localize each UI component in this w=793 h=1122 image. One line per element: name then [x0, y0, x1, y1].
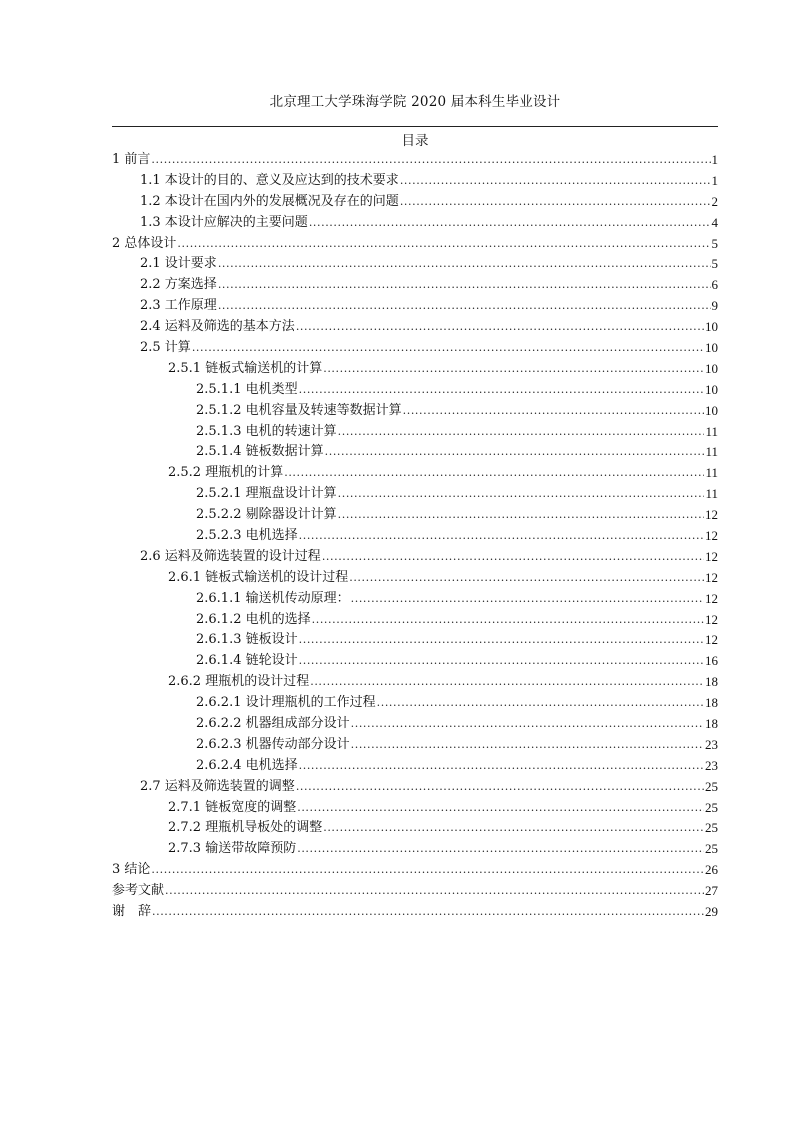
toc-page-number: 12 — [705, 507, 718, 523]
toc-entry-2-5-1-2[interactable] — [112, 401, 718, 422]
toc-entry-label: 2.5.1.1 电机类型 — [196, 381, 298, 397]
toc-entry-2-6-1-2[interactable] — [112, 610, 718, 631]
toc-entry-2-6-1-3[interactable] — [112, 630, 718, 651]
toc-page-number: 25 — [705, 820, 718, 836]
toc-entry-2-5-1-4[interactable] — [112, 442, 718, 463]
toc-dot-leader — [299, 651, 704, 672]
toc-dot-leader — [400, 192, 711, 213]
toc-page-number: 12 — [705, 611, 718, 627]
toc-page-number: 5 — [711, 256, 718, 272]
toc-dot-leader — [218, 275, 711, 296]
toc-entry-2-6-2[interactable] — [112, 672, 718, 693]
toc-page-number: 12 — [705, 528, 718, 544]
toc-entry-label: 1.3 本设计应解决的主要问题 — [140, 214, 308, 230]
toc-dot-leader — [377, 693, 704, 714]
toc-entry-2-3[interactable] — [112, 296, 718, 317]
toc-dot-leader — [299, 630, 704, 651]
toc-dot-leader — [349, 568, 704, 589]
toc-page-number: 1 — [711, 172, 718, 188]
toc-entry-2-5-2-2[interactable] — [112, 505, 718, 526]
toc-entry-2-5-1-1[interactable] — [112, 380, 718, 401]
toc-dot-leader — [299, 756, 704, 777]
toc-entry-label: 2.6.1.1 输送机传动原理： — [196, 590, 350, 606]
toc-dot-leader — [400, 171, 711, 192]
toc-entry-2-6-1-4[interactable] — [112, 651, 718, 672]
toc-entry-label: 2.6.2 理瓶机的设计过程 — [168, 674, 310, 690]
toc-page-number: 12 — [705, 632, 718, 648]
toc-page-number: 2 — [711, 193, 718, 209]
toc-page-number: 12 — [705, 569, 718, 585]
toc-title: 目录 — [401, 133, 429, 149]
toc-entry-2-1[interactable] — [112, 254, 718, 275]
toc-entry-label: 2.6.1.4 链轮设计 — [196, 653, 298, 669]
toc-entry-label: 2.3 工作原理 — [140, 298, 217, 314]
toc-entry-label: 2 总体设计 — [112, 235, 177, 251]
toc-page-number: 23 — [705, 736, 718, 752]
toc-entry-3[interactable] — [112, 860, 718, 881]
toc-page-number: 6 — [711, 277, 718, 293]
toc-entry-2-6-1[interactable] — [112, 568, 718, 589]
toc-entry-label: 2.5.2.1 理瓶盘设计计算 — [196, 486, 337, 502]
toc-page-number: 10 — [705, 360, 718, 376]
toc-entry-2-7-1[interactable] — [112, 798, 718, 819]
toc-dot-leader — [351, 589, 704, 610]
toc-entry-2-6-1-1[interactable] — [112, 589, 718, 610]
header-rule — [112, 126, 718, 127]
toc-dot-leader — [218, 296, 711, 317]
toc-entry-label: 1.1 本设计的目的、意义及应达到的技术要求 — [140, 172, 399, 188]
toc-entry-label: 2.4 运料及筛选的基本方法 — [140, 319, 295, 335]
toc-entry-2-4[interactable] — [112, 317, 718, 338]
toc-entry-label: 2.5.2 理瓶机的计算 — [168, 465, 284, 481]
toc-dot-leader — [151, 150, 710, 171]
toc-dot-leader — [151, 860, 704, 881]
toc-entry-label: 2.2 方案选择 — [140, 277, 217, 293]
toc-dot-leader — [338, 505, 704, 526]
toc-dot-leader — [322, 547, 704, 568]
toc-page-number: 10 — [705, 402, 718, 418]
toc-entry-label: 2.6.2.3 机器传动部分设计 — [196, 736, 350, 752]
toc-page-number: 27 — [705, 883, 718, 899]
toc-entry-label: 2.7.2 理瓶机导板处的调整 — [168, 820, 323, 836]
toc-entry-references[interactable] — [112, 881, 718, 902]
toc-entry-2[interactable] — [112, 234, 718, 255]
toc-entry-label: 1.2 本设计在国内外的发展概况及存在的问题 — [140, 193, 399, 209]
toc-dot-leader — [309, 213, 711, 234]
toc-dot-leader — [338, 484, 705, 505]
toc-entry-label: 参考文献 — [112, 883, 165, 899]
toc-page-number: 12 — [705, 548, 718, 564]
toc-dot-leader — [192, 338, 704, 359]
toc-entry-label: 3 结论 — [112, 862, 151, 878]
toc-dot-leader — [297, 839, 704, 860]
toc-entry-1-2[interactable] — [112, 192, 718, 213]
toc-page-number: 26 — [705, 862, 718, 878]
toc-page-number: 18 — [705, 674, 718, 690]
toc-entry-label: 2.5.1.2 电机容量及转速等数据计算 — [196, 402, 402, 418]
toc-dot-leader — [299, 526, 704, 547]
toc-entry-1-1[interactable] — [112, 171, 718, 192]
toc-page-number: 10 — [705, 319, 718, 335]
toc-entry-label: 2.5.2.3 电机选择 — [196, 528, 298, 544]
toc-dot-leader — [218, 254, 711, 275]
toc-entry-2-5-1[interactable] — [112, 359, 718, 380]
toc-entry-label: 2.1 设计要求 — [140, 256, 217, 272]
toc-entry-1[interactable] — [112, 150, 718, 171]
toc-entry-2-6-2-1[interactable] — [112, 693, 718, 714]
toc-entry-label: 2.5.2.2 剔除器设计计算 — [196, 507, 337, 523]
toc-page-number: 11 — [705, 486, 718, 502]
toc-page-number: 11 — [705, 444, 718, 460]
toc-entry-2-5-2[interactable] — [112, 463, 718, 484]
toc-entry-label: 2.5.1.4 链板数据计算 — [196, 444, 324, 460]
toc-dot-leader — [312, 610, 704, 631]
toc-page-number: 12 — [705, 590, 718, 606]
toc-page-number: 16 — [705, 653, 718, 669]
toc-page-number: 25 — [705, 841, 718, 857]
toc-entry-label: 2.5.1.3 电机的转速计算 — [196, 423, 337, 439]
toc-dot-leader — [299, 380, 704, 401]
toc-entry-acknowledgements[interactable] — [112, 902, 718, 923]
toc-dot-leader — [152, 902, 704, 923]
toc-entry-label: 2.7.3 输送带故障预防 — [168, 841, 297, 857]
toc-page-number: 18 — [705, 695, 718, 711]
toc-entry-label: 1 前言 — [112, 151, 151, 167]
toc-entry-label: 2.6.1.2 电机的选择 — [196, 611, 311, 627]
toc-entry-2-5[interactable] — [112, 338, 718, 359]
toc-dot-leader — [323, 819, 704, 840]
toc-page-number: 4 — [711, 214, 718, 230]
toc-dot-leader — [296, 777, 704, 798]
toc-dot-leader — [323, 359, 704, 380]
toc-page-number: 11 — [705, 465, 718, 481]
toc-entry-2-7[interactable] — [112, 777, 718, 798]
toc-entry-2-5-2-3[interactable] — [112, 526, 718, 547]
toc-entry-label: 2.6.2.4 电机选择 — [196, 757, 298, 773]
toc-entry-label: 2.6.1.3 链板设计 — [196, 632, 298, 648]
toc-dot-leader — [177, 234, 710, 255]
table-of-contents — [112, 150, 718, 923]
toc-entry-1-3[interactable] — [112, 213, 718, 234]
toc-page-number: 11 — [705, 423, 718, 439]
toc-dot-leader — [297, 798, 704, 819]
toc-page-number: 5 — [711, 235, 718, 251]
toc-entry-2-6-2-3[interactable] — [112, 735, 718, 756]
toc-entry-label: 2.6.2.1 设计理瓶机的工作过程 — [196, 695, 376, 711]
toc-page-number: 18 — [705, 716, 718, 732]
toc-entry-2-6-2-4[interactable] — [112, 756, 718, 777]
toc-entry-label: 2.6.1 链板式输送机的设计过程 — [168, 569, 349, 585]
toc-entry-2-5-1-3[interactable] — [112, 422, 718, 443]
toc-dot-leader — [338, 422, 705, 443]
toc-entry-label: 2.6 运料及筛选装置的设计过程 — [140, 548, 321, 564]
toc-entry-2-2[interactable] — [112, 275, 718, 296]
toc-dot-leader — [296, 317, 704, 338]
toc-dot-leader — [165, 881, 704, 902]
toc-entry-label: 2.5.1 链板式输送机的计算 — [168, 360, 323, 376]
toc-entry-label: 2.6.2.2 机器组成部分设计 — [196, 716, 350, 732]
toc-entry-2-6-2-2[interactable] — [112, 714, 718, 735]
toc-entry-2-7-2[interactable] — [112, 819, 718, 840]
toc-entry-label: 2.7 运料及筛选装置的调整 — [140, 778, 295, 794]
toc-page-number: 1 — [711, 151, 718, 167]
toc-dot-leader — [351, 735, 704, 756]
toc-dot-leader — [403, 401, 704, 422]
toc-page-number: 10 — [705, 340, 718, 355]
toc-page-number: 25 — [705, 799, 718, 815]
toc-entry-label: 2.5 计算 — [140, 340, 191, 355]
toc-dot-leader — [310, 672, 704, 693]
toc-page-number: 9 — [711, 298, 718, 314]
toc-entry-2-6[interactable] — [112, 547, 718, 568]
toc-entry-2-5-2-1[interactable] — [112, 484, 718, 505]
toc-entry-2-7-3[interactable] — [112, 839, 718, 860]
toc-dot-leader — [325, 442, 705, 463]
toc-page-number: 23 — [705, 757, 718, 773]
toc-entry-label: 谢 辞 — [112, 904, 152, 920]
toc-page-number: 29 — [705, 904, 718, 920]
page-header: 北京理工大学珠海学院 2020 届本科生毕业设计 — [269, 94, 561, 110]
toc-dot-leader — [351, 714, 704, 735]
toc-dot-leader — [284, 463, 704, 484]
toc-page-number: 10 — [705, 381, 718, 397]
toc-page-number: 25 — [705, 778, 718, 794]
toc-entry-label: 2.7.1 链板宽度的调整 — [168, 799, 297, 815]
